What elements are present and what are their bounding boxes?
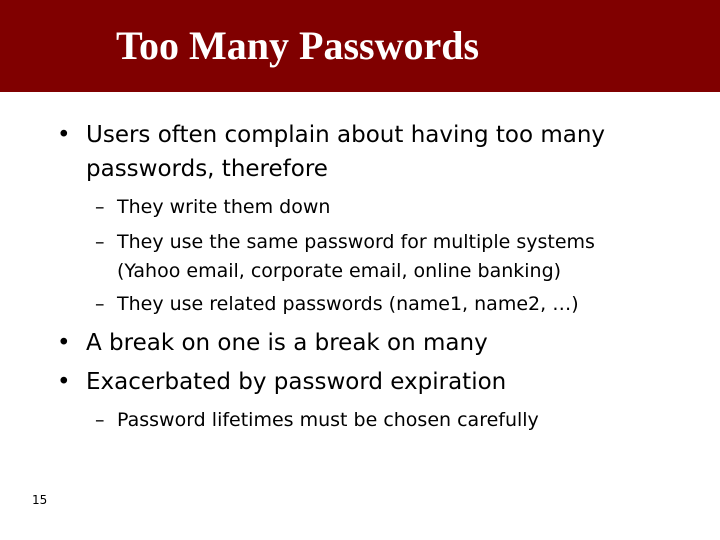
- bullet-marker: •: [57, 330, 71, 356]
- sub-bullet-text: (Yahoo email, corporate email, online banking): [117, 260, 562, 282]
- dash-marker: –: [95, 409, 105, 431]
- page-number: 15: [32, 493, 48, 507]
- dash-marker: –: [95, 293, 105, 315]
- dash-marker: –: [95, 231, 105, 253]
- sub-bullet-text: They write them down: [117, 196, 331, 218]
- slide-title: Too Many Passwords: [116, 23, 480, 68]
- bullet-marker: •: [57, 122, 71, 148]
- bullet-text: A break on one is a break on many: [86, 330, 488, 356]
- bullet-marker: •: [57, 369, 71, 395]
- bullet-text: Exacerbated by password expiration: [86, 369, 507, 395]
- bullet-text: passwords, therefore: [86, 156, 328, 182]
- sub-bullet-text: Password lifetimes must be chosen carefully: [117, 409, 539, 431]
- bullet-text: Users often complain about having too many: [86, 122, 606, 148]
- sub-bullet-text: They use related passwords (name1, name2, …): [117, 293, 579, 315]
- dash-marker: –: [95, 196, 105, 218]
- sub-bullet-text: They use the same password for multiple systems: [117, 231, 595, 253]
